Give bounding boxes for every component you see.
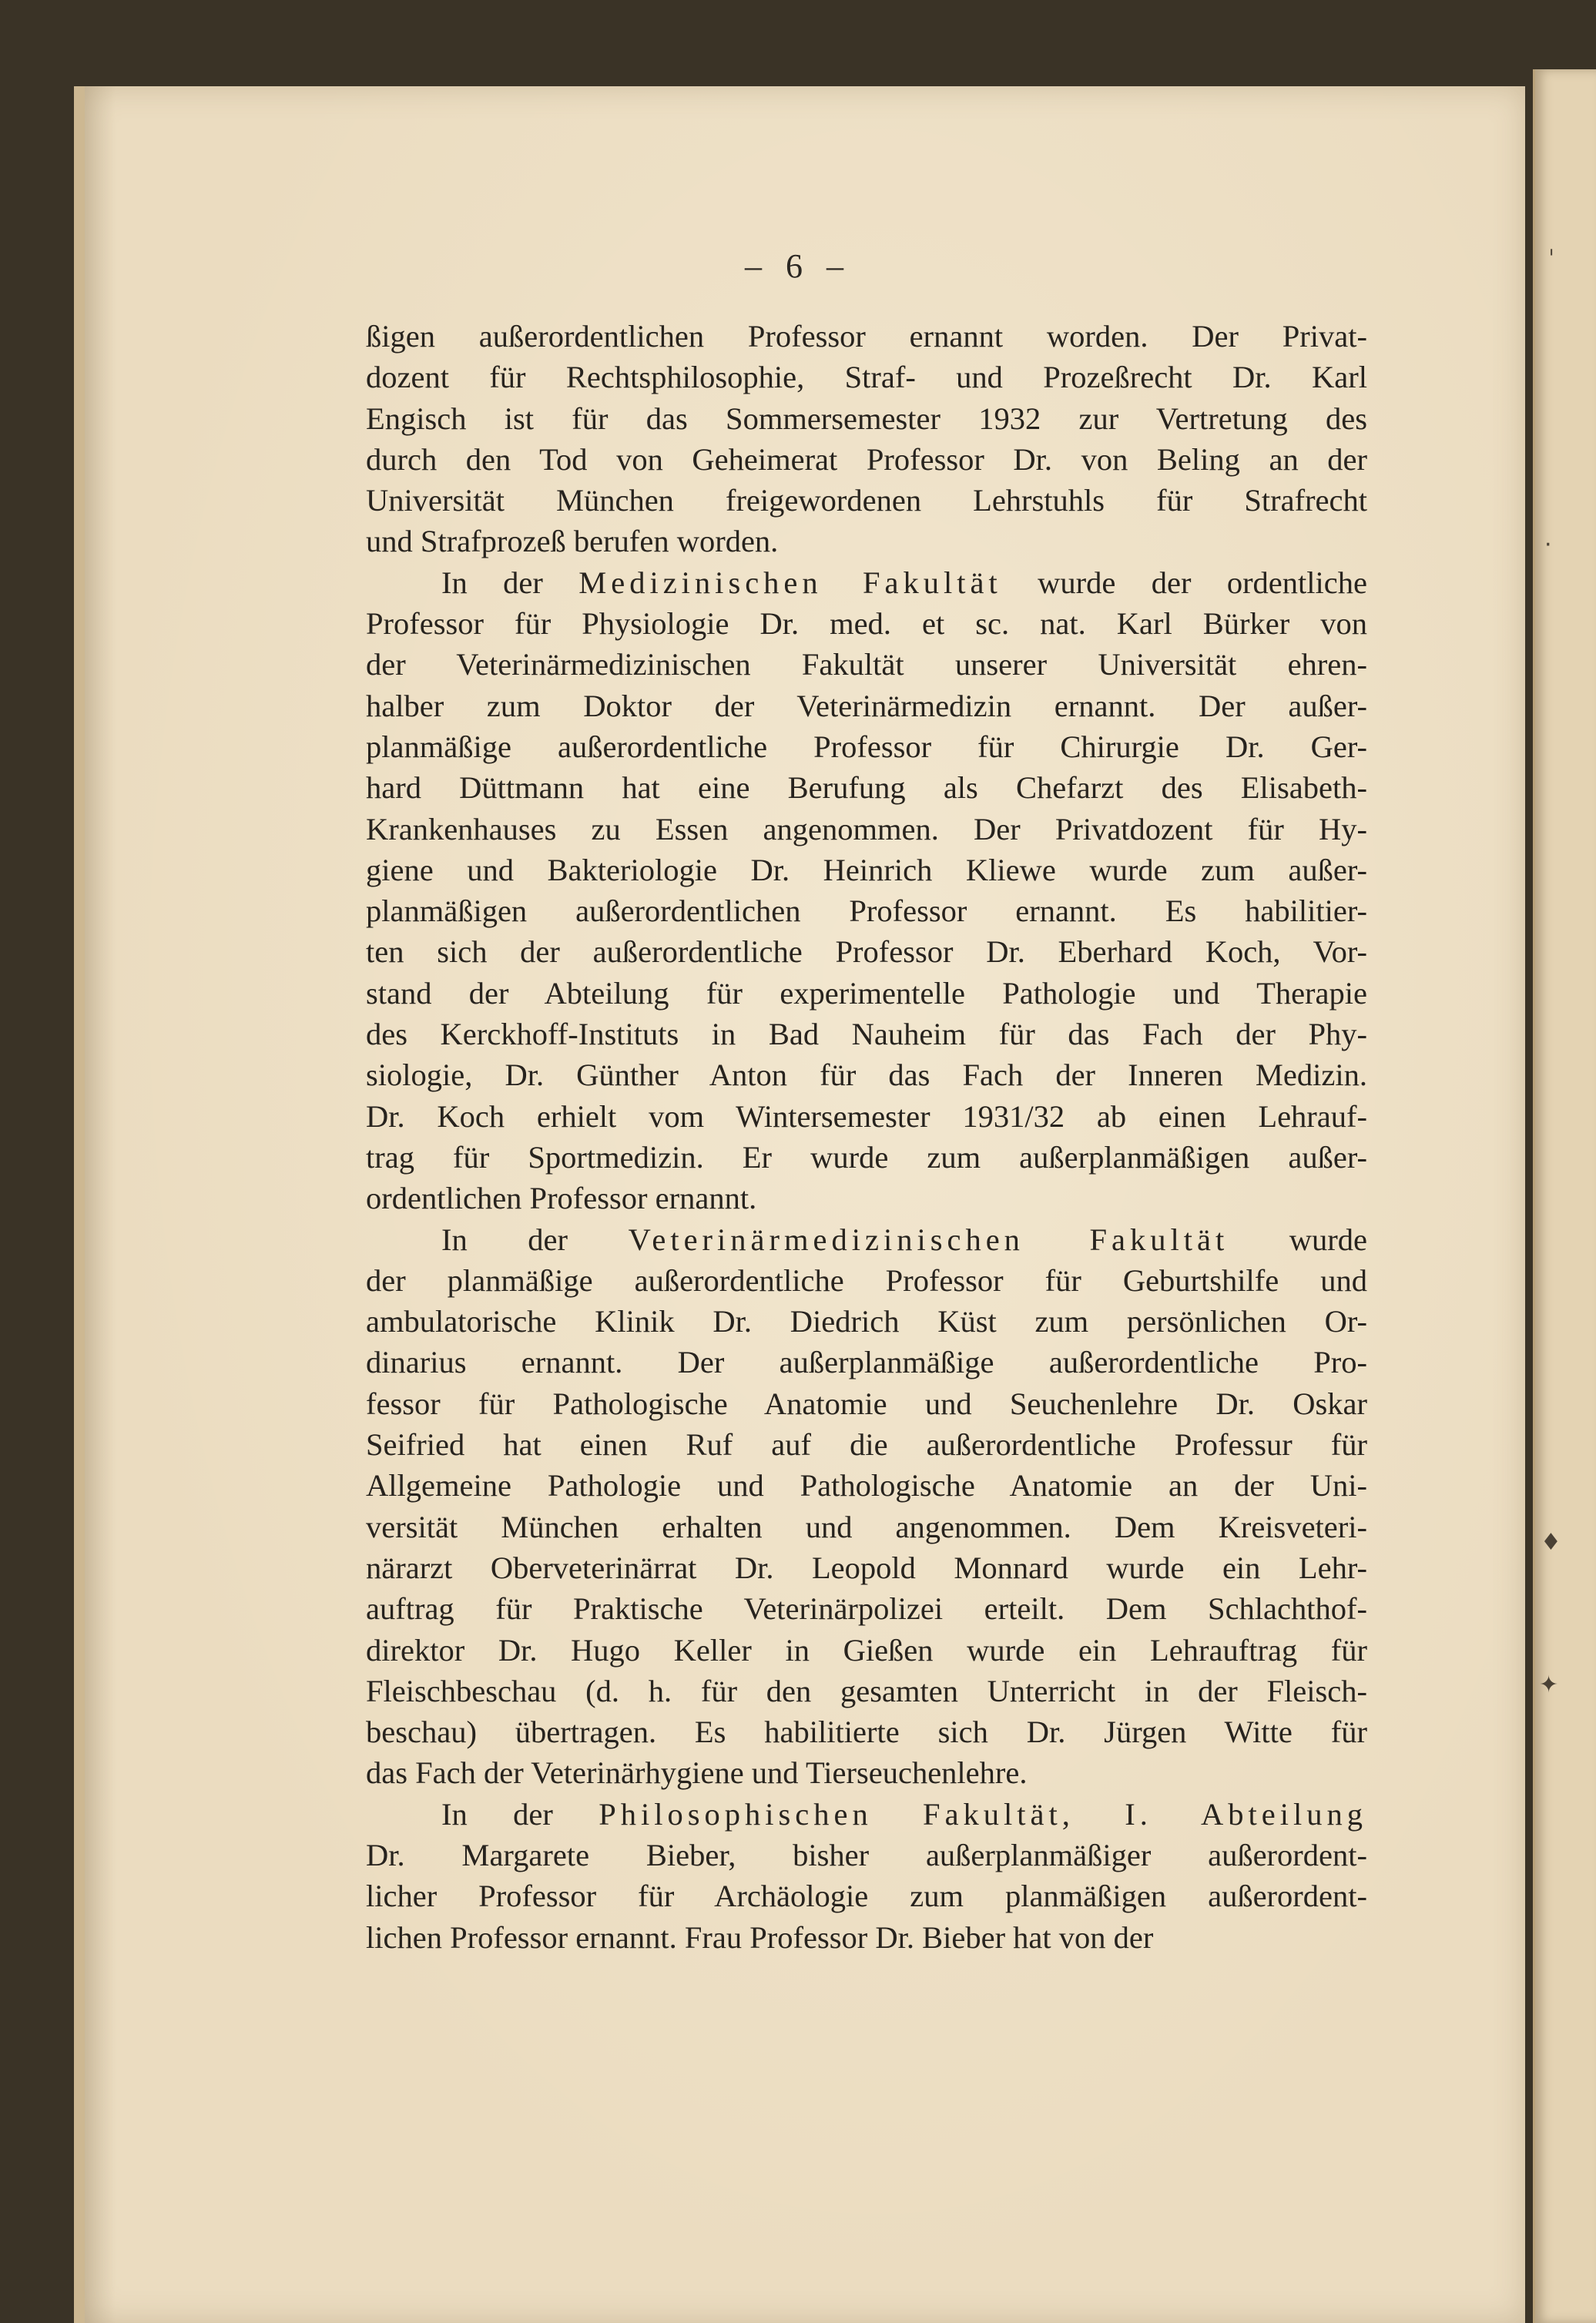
text-line: der planmäßige außerordentliche Professor für Geburtshilfe und (366, 1262, 1367, 1298)
text-line: dinarius ernannt. Der außerplanmäßige außerordentliche Pro- (366, 1345, 1367, 1380)
paragraph (366, 1794, 1367, 1958)
text-line: ordentlichen Professor ernannt. (366, 1181, 757, 1216)
margin-speck: ˌ (1548, 231, 1555, 258)
text-line: halber zum Doktor der Veterinärmedizin ernannt. Der außer- (366, 688, 1367, 723)
text-line: das Fach der Veterinärhygiene und Tierseuchenlehre. (366, 1755, 1028, 1791)
text-line: durch den Tod von Geheimerat Professor Dr. von Beling an der (366, 441, 1367, 477)
text-line: lichen Professor ernannt. Frau Professor Dr. Bieber hat von der (366, 1919, 1154, 1955)
paragraph (366, 316, 1367, 562)
text-line: dozent für Rechtsphilosophie, Straf- und Prozeßrecht Dr. Karl (366, 360, 1367, 395)
text-line: und Strafprozeß berufen worden. (366, 524, 779, 559)
text-segment: In der (441, 1796, 599, 1832)
text-segment: wurde (1229, 1222, 1367, 1257)
faculty-name-spaced: Philosophischen Fakultät, I. Abteilung (598, 1796, 1367, 1832)
text-line (366, 562, 1367, 603)
text-line (366, 1219, 1367, 1260)
text-line: ßigen außerordentlichen Professor ernannt worden. Der Privat- (366, 319, 1367, 354)
page-number: – 6 – (745, 247, 851, 285)
text-line: auftrag für Praktische Veterinärpolizei erteilt. Dem Schlachthof- (366, 1591, 1367, 1627)
faculty-name-spaced: Veterinärmedizinischen Fakultät (628, 1222, 1229, 1257)
text-line: ten sich der außerordentliche Professor Dr. Eberhard Koch, Vor- (366, 934, 1367, 970)
text-line: stand der Abteilung für experimentelle Pathologie und Therapie (366, 975, 1367, 1011)
text-line: der Veterinärmedizinischen Fakultät unserer Universität ehren- (366, 647, 1367, 682)
margin-speck: · (1544, 531, 1552, 558)
text-line: närarzt Oberveterinärrat Dr. Leopold Monnard wurde ein Lehr- (366, 1550, 1367, 1585)
text-line: Fleischbeschau (d. h. für den gesamten Unterricht in der Fleisch- (366, 1673, 1367, 1708)
text-segment: wurde der ordentliche (1001, 565, 1367, 600)
text-line: Universität München freigewordenen Lehrstuhls für Strafrecht (366, 483, 1367, 518)
faculty-name-spaced: Medizinischen Fakultät (578, 565, 1002, 600)
text-line: Professor für Physiologie Dr. med. et sc. nat. Karl Bürker von (366, 606, 1367, 642)
text-line: des Kerckhoff-Instituts in Bad Nauheim für das Fach der Phy- (366, 1017, 1367, 1052)
text-line: trag für Sportmedizin. Er wurde zum außerplanmäßigen außer- (366, 1139, 1367, 1175)
text-line: versität München erhalten und angenommen. Dem Kreisveteri- (366, 1509, 1367, 1544)
text-line: fessor für Pathologische Anatomie und Seuchenlehre Dr. Oskar (366, 1386, 1367, 1421)
text-line: siologie, Dr. Günther Anton für das Fach der Inneren Medizin. (366, 1058, 1367, 1093)
text-line: planmäßigen außerordentlichen Professor ernannt. Es habilitier- (366, 893, 1367, 929)
text-line (366, 1794, 1367, 1835)
text-line: planmäßige außerordentliche Professor für Chirurgie Dr. Ger- (366, 729, 1367, 764)
page-body-text (366, 316, 1367, 1958)
text-line: licher Professor für Archäologie zum planmäßigen außerordent- (366, 1879, 1367, 1914)
text-line: Engisch ist für das Sommersemester 1932 zur Vertretung des (366, 401, 1367, 436)
paragraph (366, 1219, 1367, 1794)
adjacent-page-edge (1533, 69, 1596, 2323)
text-line: direktor Dr. Hugo Keller in Gießen wurde ein Lehrauftrag für (366, 1632, 1367, 1668)
text-line: Dr. Margarete Bieber, bisher außerplanmäßiger außerordent- (366, 1837, 1367, 1872)
margin-speck: ♦ (1541, 1529, 1561, 1556)
text-line: beschau) übertragen. Es habilitierte sich Dr. Jürgen Witte für (366, 1715, 1367, 1750)
text-line: giene und Bakteriologie Dr. Heinrich Kliewe wurde zum außer- (366, 852, 1367, 887)
text-segment: In der (441, 1222, 629, 1257)
margin-speck: ✦ (1539, 1671, 1559, 1698)
text-segment: In der (441, 565, 579, 600)
text-line: Allgemeine Pathologie und Pathologische Anatomie an der Uni- (366, 1468, 1367, 1503)
text-line: Krankenhauses zu Essen angenommen. Der Privatdozent für Hy- (366, 811, 1367, 846)
paragraph (366, 562, 1367, 1219)
text-line: hard Düttmann hat eine Berufung als Chefarzt des Elisabeth- (366, 770, 1367, 806)
text-line: Seifried hat einen Ruf auf die außerordentliche Professur für (366, 1427, 1367, 1463)
text-line: Dr. Koch erhielt vom Wintersemester 1931/32 ab einen Lehrauf- (366, 1098, 1367, 1134)
text-line: ambulatorische Klinik Dr. Diedrich Küst zum persönlichen Or- (366, 1304, 1367, 1339)
